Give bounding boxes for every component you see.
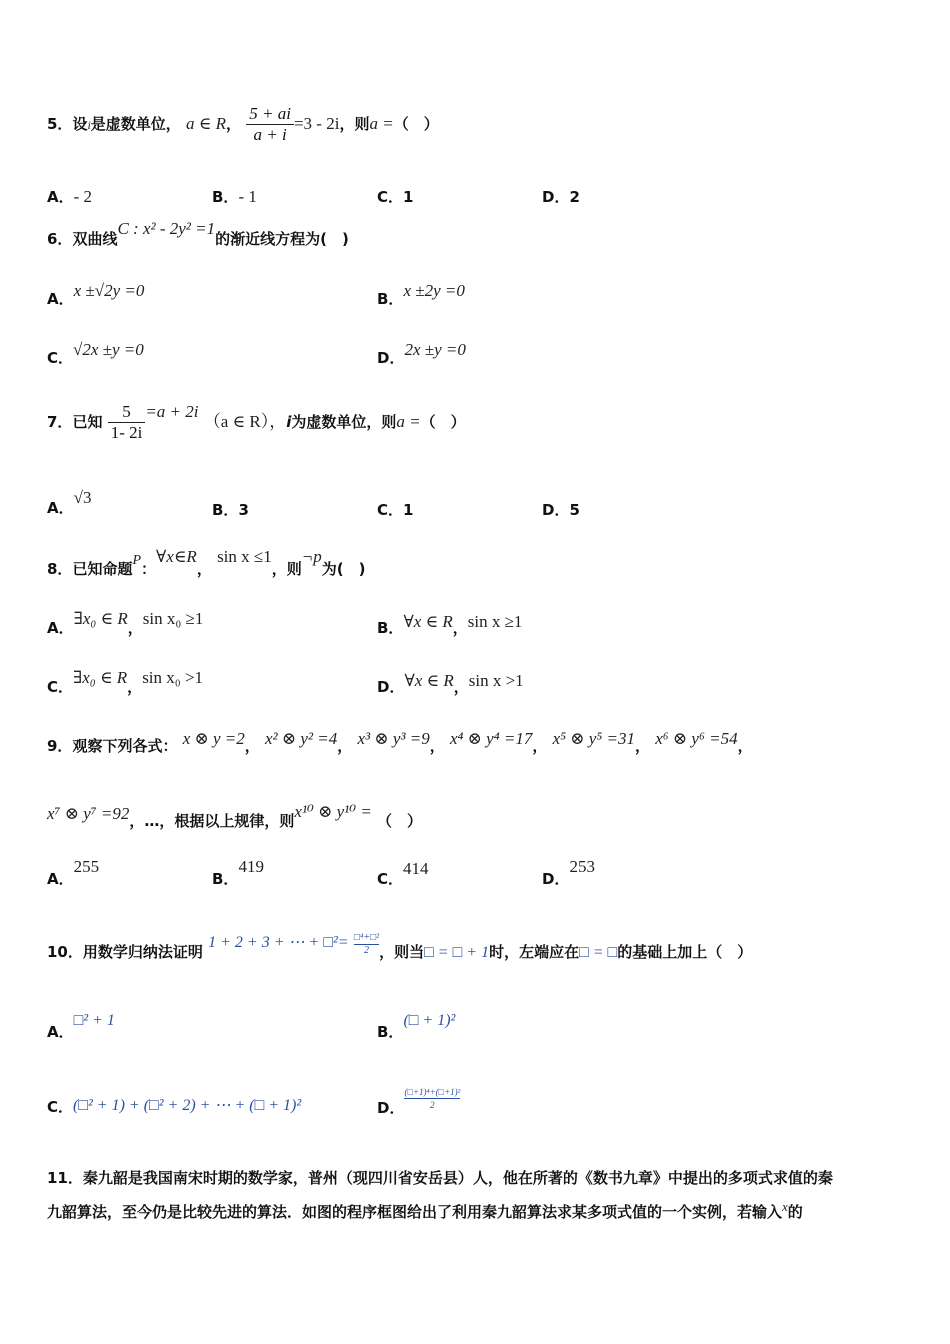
question-9: 9．观察下列各式： x ⊗ y =2， x² ⊗ y² =4， x³ ⊗ y³ =9， x⁴ ⊗ y⁴ =17， x⁵ ⊗ y⁵ =31， x⁶ ⊗ y⁶ =54，	[47, 729, 753, 755]
option-label: B．	[377, 1023, 404, 1041]
option-label: C．	[377, 501, 404, 519]
option-quantifier: ∀x ∈ R	[404, 671, 454, 690]
option-fraction	[404, 1086, 460, 1111]
option-value: - 1	[238, 187, 257, 206]
formula-item: x⁷ ⊗ y⁷ =92	[47, 804, 130, 823]
math-p: P	[132, 553, 142, 568]
option-label: B．	[212, 870, 239, 888]
q9-option-b[interactable]	[212, 857, 264, 889]
text: 观察下列各式：	[72, 737, 178, 755]
math-condition: a ∈ R	[186, 114, 227, 133]
option-value: (□² + 1) + (□² + 2) + ⋯ + (□ + 1)²	[73, 1097, 302, 1114]
q9-option-d[interactable]	[542, 857, 595, 889]
q5-option-c[interactable]	[377, 186, 413, 207]
option-value: x ±2y =0	[403, 281, 465, 300]
option-label: B．	[212, 188, 239, 206]
question-number: 10．	[47, 943, 83, 961]
question-number: 7．	[47, 413, 73, 431]
option-value: - 2	[73, 187, 93, 206]
paragraph-line	[47, 1195, 907, 1230]
numerator: (□+1)⁴+(□+1)²	[404, 1087, 461, 1097]
question-9-line2	[47, 802, 423, 831]
question-7	[47, 402, 466, 443]
question-number: 5．	[47, 115, 73, 133]
q9-option-c[interactable]	[377, 859, 429, 889]
q10-option-d[interactable]	[377, 1087, 461, 1121]
math-rhs: =a + 2i	[145, 402, 199, 421]
denominator: a + i	[253, 125, 287, 144]
math-neg: ¬p	[301, 547, 322, 566]
text: 的	[787, 1203, 803, 1221]
formula-item: x⁵ ⊗ y⁵ =31	[552, 729, 635, 748]
fraction	[354, 932, 379, 957]
option-label: B．	[377, 619, 404, 637]
option-quantifier: ∃x₀ ∈ R	[73, 609, 128, 628]
fraction	[246, 104, 294, 145]
text: 的基础上加上（ ）	[617, 943, 753, 961]
formula-item: x² ⊗ y² =4	[264, 729, 338, 748]
q7-option-b[interactable]	[212, 499, 249, 520]
formula-eq: =	[337, 934, 349, 951]
math-ask: a =	[369, 114, 394, 133]
option-value: 5	[569, 501, 580, 519]
option-value: 2	[569, 188, 580, 206]
option-value: 1	[403, 501, 414, 519]
formula-item: x⁶ ⊗ y⁶ =54	[655, 729, 738, 748]
answer-paren: （ ）	[420, 413, 466, 431]
numerator: 5 + ai	[246, 104, 294, 125]
option-label: A．	[47, 188, 74, 206]
option-value: 1	[403, 188, 414, 206]
option-value: 2x ±y =0	[404, 340, 466, 359]
option-quantifier: ∀x ∈ R	[403, 612, 453, 631]
q7-option-d[interactable]	[542, 499, 580, 520]
text: 时，左端应在	[489, 943, 580, 961]
question-11	[47, 1161, 907, 1230]
text: ，	[196, 560, 212, 578]
option-label: C．	[377, 870, 404, 888]
text: 是虚数单位，	[90, 115, 181, 133]
q7-option-c[interactable]	[377, 499, 413, 520]
q10-option-a[interactable]	[47, 1012, 115, 1042]
formula-cond: □ = □	[579, 944, 618, 961]
option-label: B．	[377, 290, 404, 308]
q8-option-b[interactable]: B．∀x ∈ R，sin x ≥1	[377, 612, 523, 637]
denominator: 2	[430, 1100, 435, 1110]
option-value: x ±√2y =0	[73, 281, 145, 300]
option-label: D．	[377, 1099, 405, 1117]
option-value: √2x ±y =0	[73, 340, 144, 359]
option-value: sin x₀ ≥1	[142, 609, 204, 628]
formula-ask: x¹⁰ ⊗ y¹⁰ =	[294, 802, 372, 821]
text: ，…，根据以上规律，则	[129, 812, 295, 830]
formula-cond: □ = □ + 1	[424, 944, 490, 961]
option-label: C．	[47, 1098, 74, 1116]
text: 九韶算法，至今仍是比较先进的算法．如图的程序框图给出了利用秦九韶算法求某多项式值的一个实例，若输入	[47, 1203, 783, 1221]
answer-paren: （ ）	[393, 115, 439, 133]
denominator: 1- 2i	[110, 423, 143, 442]
option-label: A．	[47, 499, 74, 517]
q5-option-d[interactable]	[542, 186, 580, 207]
text: ，则当	[379, 943, 425, 961]
q10-option-c[interactable]	[47, 1096, 301, 1117]
text: 为虚数单位，则	[291, 413, 397, 431]
option-label: C．	[47, 678, 74, 696]
option-label: D．	[542, 501, 570, 519]
option-label: C．	[47, 349, 74, 367]
denominator: 2	[363, 945, 369, 956]
q6-option-a[interactable]	[47, 281, 145, 309]
option-value: 255	[73, 857, 100, 876]
question-number: 9．	[47, 737, 73, 755]
option-value: 419	[238, 857, 264, 876]
option-quantifier: ∃x₀ ∈ R	[73, 668, 128, 687]
text: 设	[72, 115, 88, 133]
option-value: 3	[238, 501, 249, 519]
formula-item: x ⊗ y =2	[182, 729, 245, 748]
text: 已知	[72, 413, 103, 431]
option-label: A．	[47, 290, 74, 308]
option-label: C．	[377, 188, 404, 206]
option-label: A．	[47, 870, 74, 888]
option-value: √3	[73, 488, 92, 507]
text: 已知命题	[72, 560, 133, 578]
paragraph-line: 11．秦九韶是我国南宋时期的数学家，普州（现四川省安岳县）人，他在所著的《数书九章》中提出的多项式求值的秦	[47, 1169, 833, 1187]
formula-item: x⁴ ⊗ y⁴ =17	[449, 729, 533, 748]
q5-option-a[interactable]	[47, 186, 92, 207]
math-rhs: =3 - 2i	[293, 114, 340, 133]
option-label: D．	[377, 349, 405, 367]
math-condition: （a ∈ R），	[203, 412, 287, 431]
math-equation: C : x² - 2y² =1	[117, 219, 216, 238]
question-8	[47, 547, 366, 579]
option-label: A．	[47, 619, 74, 637]
q6-option-c[interactable]	[47, 340, 144, 368]
option-value: □² + 1	[73, 1012, 115, 1029]
q8-option-a[interactable]: A．∃x₀ ∈ R，sin x₀ ≥1	[47, 609, 204, 637]
option-value: sin x ≥1	[467, 612, 523, 631]
option-value: (□ + 1)²	[403, 1012, 456, 1029]
text: i	[286, 413, 292, 431]
q10-option-b[interactable]	[377, 1012, 456, 1042]
numerator: 5	[108, 402, 146, 423]
question-6	[47, 219, 349, 249]
text: 的渐近线方程为( )	[215, 230, 349, 248]
formula: 1 + 2 + 3 + ⋯ + □²	[208, 934, 338, 951]
math-ask: a =	[396, 412, 421, 431]
option-label: B．	[212, 501, 239, 519]
option-value: 253	[569, 857, 595, 876]
option-label: D．	[542, 188, 570, 206]
option-label: D．	[542, 870, 570, 888]
text: ：	[141, 560, 157, 578]
text: ，则	[339, 115, 370, 133]
fraction	[108, 402, 146, 443]
formula-item: x³ ⊗ y³ =9	[357, 729, 430, 748]
option-value: 414	[403, 859, 429, 878]
question-number: 8．	[47, 560, 73, 578]
numerator: □⁴+□²	[353, 932, 380, 943]
q8-option-c[interactable]: C．∃x₀ ∈ R，sin x₀ >1	[47, 668, 204, 696]
math-forall: ∀x∈R	[156, 547, 197, 566]
question-10	[47, 932, 753, 965]
q8-option-d[interactable]: D．∀x ∈ R，sin x >1	[377, 671, 524, 696]
q9-option-a[interactable]	[47, 857, 100, 889]
text: ，	[226, 115, 242, 133]
text: 双曲线	[72, 230, 118, 248]
question-5	[47, 104, 439, 145]
text: 用数学归纳法证明	[82, 943, 203, 961]
text: ，则	[271, 560, 302, 578]
math-sin: sin x ≤1	[217, 547, 272, 566]
option-value: sin x >1	[468, 671, 524, 690]
option-label: D．	[377, 678, 405, 696]
question-number: 6．	[47, 230, 73, 248]
option-value: sin x₀ >1	[142, 668, 204, 687]
math-x: x	[782, 1199, 788, 1214]
math-i: i	[87, 118, 91, 132]
option-label: A．	[47, 1023, 74, 1041]
q5-option-b[interactable]	[212, 186, 257, 207]
q6-option-d[interactable]	[377, 340, 466, 368]
answer-paren: （ ）	[377, 812, 423, 830]
q6-option-b[interactable]	[377, 281, 465, 309]
q7-option-a[interactable]	[47, 488, 92, 518]
text: 为( )	[321, 560, 366, 578]
